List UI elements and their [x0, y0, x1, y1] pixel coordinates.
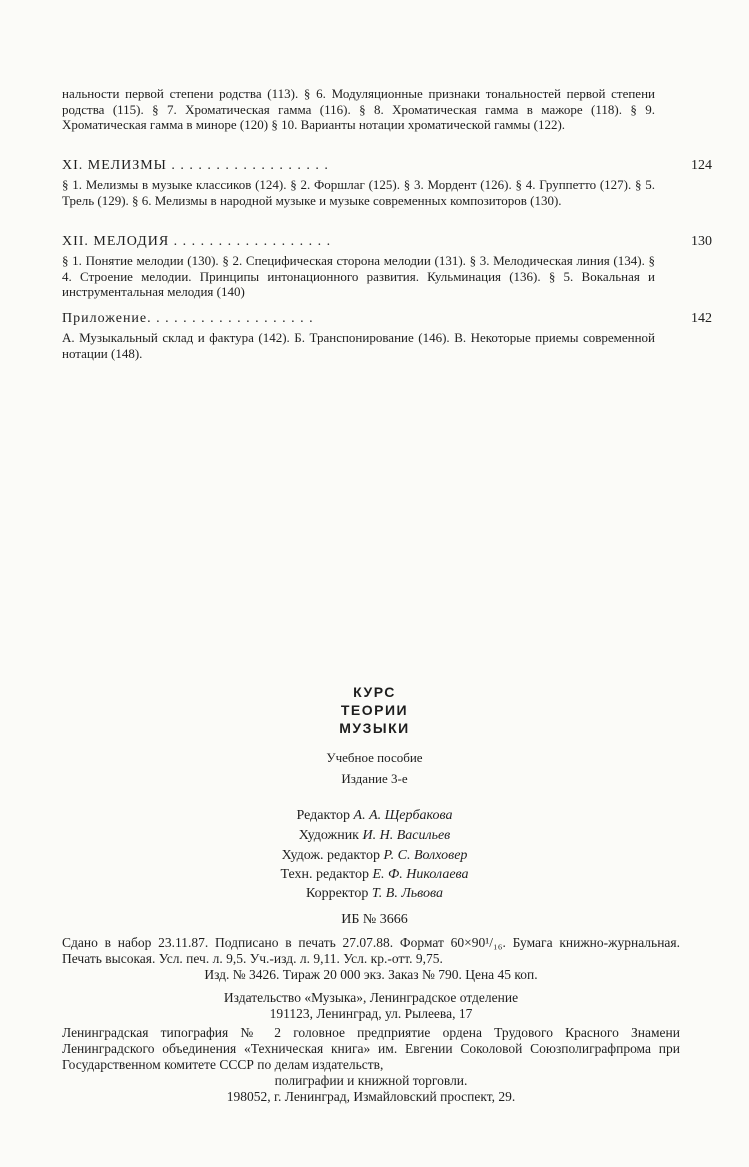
toc-entry-appendix — [62, 311, 712, 327]
credit-line — [0, 808, 749, 824]
publisher-address: 191123, Ленинград, ул. Рылеева, 17 — [269, 1006, 473, 1021]
toc-entry-page: 142 — [691, 311, 712, 326]
toc-entry-title: Приложение. . . . . . . . . . . . . . . . . . . — [62, 311, 314, 326]
book-title-line: КУРС — [353, 684, 396, 700]
credit-name: Т. В. Львова — [371, 886, 444, 901]
printing-details: Сдано в набор 23.11.87. Подписано в печать 27.07.88. Формат 60×90¹/₁₆. Бумага книжно-журнальная. Печать высокая. Усл. печ. л. 9,5. Уч.-изд. л. 9,11. Усл. кр.-отт. 9,75. — [62, 935, 680, 966]
book-title-line: ТЕОРИИ — [340, 702, 409, 718]
toc-entry-page: 130 — [691, 234, 712, 249]
toc-entry-melody — [62, 234, 712, 250]
printer-address: 198052, г. Ленинград, Измайловский проспект, 29. — [226, 1089, 516, 1104]
credit-role: Редактор — [296, 808, 351, 823]
credit-name: Р. С. Волховер — [383, 848, 468, 863]
toc-entry-title: XI. МЕЛИЗМЫ . . . . . . . . . . . . . . . . . . — [62, 158, 329, 173]
book-subtitle: Учебное пособие — [326, 750, 423, 765]
credit-line — [0, 828, 749, 844]
credit-role: Техн. редактор — [280, 867, 369, 882]
credit-name: Е. Ф. Николаева — [372, 867, 469, 882]
publisher-line: Издательство «Музыка», Ленинградское отделение — [223, 990, 519, 1005]
credit-line — [0, 886, 749, 902]
toc-entry-body: А. Музыкальный склад и фактура (142). Б. Транспонирование (146). В. Некоторые приемы современной нотации (148). — [62, 330, 655, 361]
toc-entry-melismas — [62, 158, 712, 174]
book-edition: Издание 3-е — [341, 771, 408, 786]
toc-entry-title: XII. МЕЛОДИЯ . . . . . . . . . . . . . . . . . . — [62, 234, 332, 249]
credit-role: Корректор — [305, 886, 369, 901]
credit-name: И. Н. Васильев — [362, 828, 451, 843]
toc-intro-paragraph: нальности первой степени родства (113). § 6. Модуляционные признаки тональностей первой степени родства (115). § 7. Хроматическая гамма (116). § 8. Хроматическая гамма в мажоре (118). § 9. Хроматическая гамма в миноре (120) § 10. Варианты нотации хроматической гаммы (122). — [62, 86, 655, 132]
ib-number: ИБ № 3666 — [341, 912, 408, 927]
credit-line — [0, 848, 749, 864]
toc-entry-page: 124 — [691, 158, 712, 173]
toc-entry-body: § 1. Мелизмы в музыке классиков (124). § 2. Форшлаг (125). § 3. Мордент (126). § 4. Группетто (127). § 5. Трель (129). § 6. Мелизмы в народной музыке и музыке современных композиторов (130). — [62, 177, 655, 208]
printer-info: Ленинградская типография № 2 головное предприятие ордена Трудового Красного Знамени Ленинградского объединения «Техническая книга» им. Евгении Соколовой Союзполиграфпрома при Государственном комитете СССР по делам издательств, — [62, 1025, 680, 1072]
credit-name: А. А. Щербакова — [353, 808, 453, 823]
toc-entry-body: § 1. Понятие мелодии (130). § 2. Специфическая сторона мелодии (131). § 3. Мелодическая линия (134). § 4. Строение мелодии. Принципы интонационного развития. Кульминация (136). § 5. Вокальная и инструментальная мелодия (140) — [62, 253, 655, 299]
credit-role: Художник — [298, 828, 359, 843]
book-title-line: МУЗЫКИ — [339, 720, 410, 736]
printer-info-last: полиграфии и книжной торговли. — [274, 1073, 468, 1088]
credit-role: Худож. редактор — [281, 848, 380, 863]
credit-line — [0, 867, 749, 883]
printing-details-2: Изд. № 3426. Тираж 20 000 экз. Заказ № 790. Цена 45 коп. — [204, 967, 538, 982]
